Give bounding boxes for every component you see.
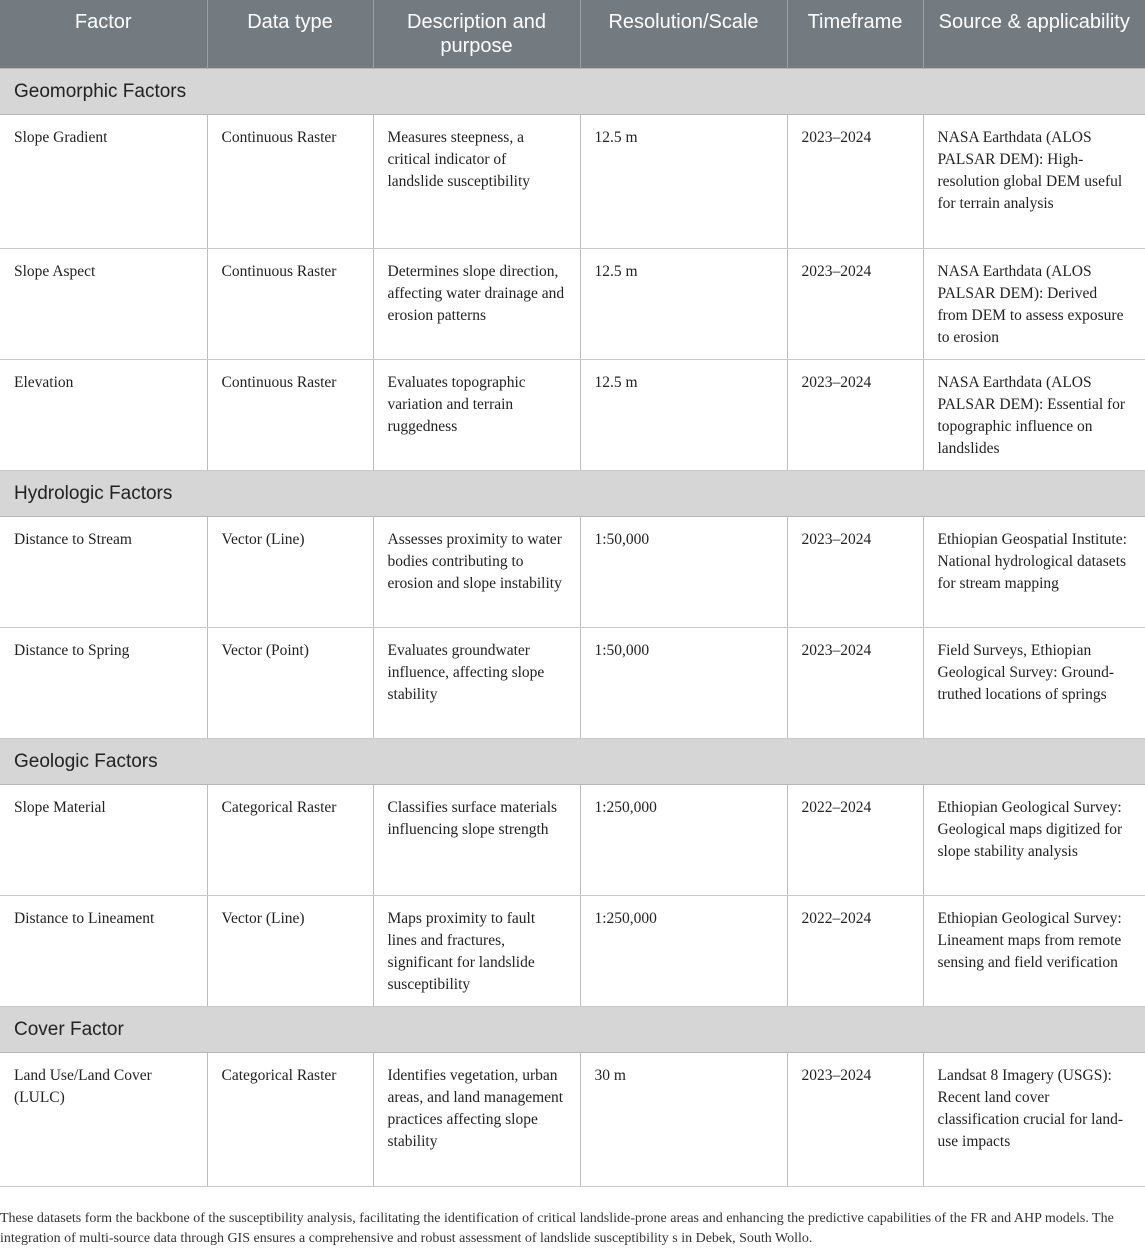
cell-resolution: 1:50,000	[580, 517, 787, 628]
cell-description: Assesses proximity to water bodies contributing to erosion and slope instability	[373, 517, 580, 628]
cell-description: Maps proximity to fault lines and fractures, significant for landslide susceptibility	[373, 896, 580, 1007]
cell-resolution: 1:250,000	[580, 785, 787, 896]
table-row	[0, 517, 1145, 628]
cell-factor: Distance to Stream	[0, 517, 207, 628]
cell-description: Determines slope direction, affecting water drainage and erosion patterns	[373, 249, 580, 360]
group-title: Geologic Factors	[0, 739, 1145, 785]
cell-resolution: 1:250,000	[580, 896, 787, 1007]
cell-source: NASA Earthdata (ALOS PALSAR DEM): Essential for topographic influence on landslides	[923, 360, 1145, 471]
cell-resolution: 30 m	[580, 1053, 787, 1187]
table-row	[0, 115, 1145, 249]
cell-timeframe: 2023–2024	[787, 249, 923, 360]
cell-source: Landsat 8 Imagery (USGS): Recent land cover classification crucial for land-use impacts	[923, 1053, 1145, 1187]
cell-resolution: 12.5 m	[580, 249, 787, 360]
header-timeframe: Timeframe	[787, 0, 923, 69]
cell-data-type: Categorical Raster	[207, 1053, 373, 1187]
cell-data-type: Vector (Line)	[207, 517, 373, 628]
cell-source: Ethiopian Geospatial Institute: National hydrological datasets for stream mapping	[923, 517, 1145, 628]
cell-source: Field Surveys, Ethiopian Geological Survey: Ground-truthed locations of springs	[923, 628, 1145, 739]
header-resolution: Resolution/Scale	[580, 0, 787, 69]
cell-data-type: Continuous Raster	[207, 249, 373, 360]
cell-description: Classifies surface materials influencing slope strength	[373, 785, 580, 896]
cell-factor: Slope Aspect	[0, 249, 207, 360]
table-row	[0, 628, 1145, 739]
cell-resolution: 12.5 m	[580, 115, 787, 249]
table-row	[0, 360, 1145, 471]
cell-description: Evaluates topographic variation and terrain ruggedness	[373, 360, 580, 471]
group-row-geologic	[0, 739, 1145, 785]
table-row	[0, 896, 1145, 1007]
cell-timeframe: 2023–2024	[787, 115, 923, 249]
cell-timeframe: 2023–2024	[787, 360, 923, 471]
header-description: Description and purpose	[373, 0, 580, 69]
table-row	[0, 785, 1145, 896]
table-footnote: These datasets form the backbone of the susceptibility analysis, facilitating the identification of critical landslide-prone areas and enhancing the predictive capabilities of the FR and AHP models. The integration of multi-source data through GIS ensures a comprehensive and robust assessment of landslide susceptibility s in Debek, South Wollo.	[0, 1211, 1114, 1246]
table-row	[0, 1053, 1145, 1187]
header-factor: Factor	[0, 0, 207, 69]
header-data-type: Data type	[207, 0, 373, 69]
cell-timeframe: 2023–2024	[787, 1053, 923, 1187]
cell-timeframe: 2022–2024	[787, 785, 923, 896]
header-row	[0, 0, 1145, 69]
table-row	[0, 249, 1145, 360]
cell-resolution: 1:50,000	[580, 628, 787, 739]
cell-factor: Slope Gradient	[0, 115, 207, 249]
header-source: Source & applicability	[923, 0, 1145, 69]
cell-factor: Distance to Lineament	[0, 896, 207, 1007]
table-body	[0, 69, 1145, 1187]
cell-factor: Distance to Spring	[0, 628, 207, 739]
cell-source: Ethiopian Geological Survey: Lineament maps from remote sensing and field verification	[923, 896, 1145, 1007]
cell-timeframe: 2023–2024	[787, 517, 923, 628]
cell-data-type: Vector (Line)	[207, 896, 373, 1007]
cell-timeframe: 2023–2024	[787, 628, 923, 739]
cell-factor: Land Use/Land Cover (LULC)	[0, 1053, 207, 1187]
cell-description: Identifies vegetation, urban areas, and land management practices affecting slope stability	[373, 1053, 580, 1187]
cell-data-type: Continuous Raster	[207, 360, 373, 471]
cell-resolution: 12.5 m	[580, 360, 787, 471]
cell-data-type: Vector (Point)	[207, 628, 373, 739]
cell-timeframe: 2022–2024	[787, 896, 923, 1007]
cell-description: Evaluates groundwater influence, affecting slope stability	[373, 628, 580, 739]
group-row-geomorphic	[0, 69, 1145, 115]
group-title: Geomorphic Factors	[0, 69, 1145, 115]
cell-description: Measures steepness, a critical indicator of landslide susceptibility	[373, 115, 580, 249]
group-row-hydrologic	[0, 471, 1145, 517]
cell-source: Ethiopian Geological Survey: Geological maps digitized for slope stability analysis	[923, 785, 1145, 896]
group-title: Hydrologic Factors	[0, 471, 1145, 517]
cell-source: NASA Earthdata (ALOS PALSAR DEM): High-resolution global DEM useful for terrain analysis	[923, 115, 1145, 249]
group-title: Cover Factor	[0, 1007, 1145, 1053]
cell-data-type: Continuous Raster	[207, 115, 373, 249]
cell-source: NASA Earthdata (ALOS PALSAR DEM): Derived from DEM to assess exposure to erosion	[923, 249, 1145, 360]
cell-factor: Slope Material	[0, 785, 207, 896]
cell-factor: Elevation	[0, 360, 207, 471]
group-row-cover	[0, 1007, 1145, 1053]
cell-data-type: Categorical Raster	[207, 785, 373, 896]
table-header	[0, 0, 1145, 69]
